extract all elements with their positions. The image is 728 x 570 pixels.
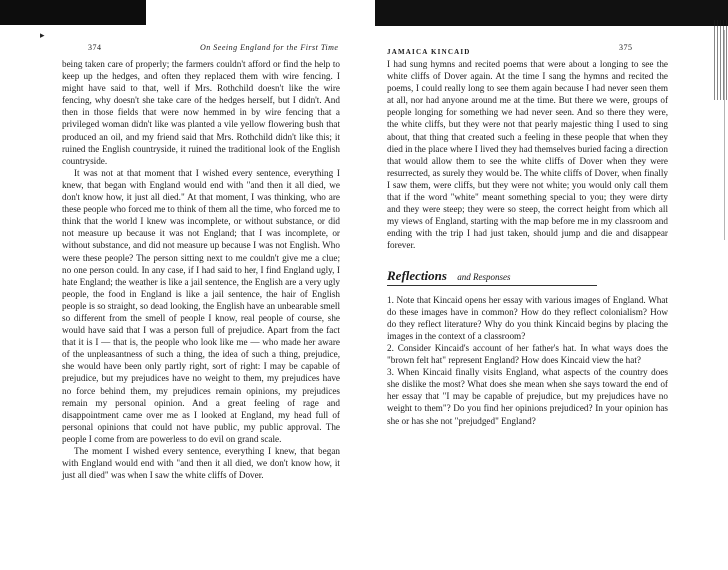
question-item: 3. When Kincaid finally visits England, what aspects of the country does she dislike the most? What does she mean when she says toward the end of her essay that "I may be capable of prejudice, but my prejudices have no weight to them"? Do you find her opinions prejudiced? In your opinion has she or has she not "prejudged" England?	[387, 367, 668, 426]
left-running-title: On Seeing England for the First Time	[200, 43, 339, 52]
left-paragraph: It was not at that moment that I wished every sentence, everything I knew, that began with England would end with "and then it all died, we don't know how, it just all died." At that moment, I was thinking, who are these people who forced me to think of them all the time, who forced me to think that the world I knew was incomplete, or without substance, or did not measure up because it was not England; that I was incomplete, or without substance, and did not measure up because I was not English. Who were these people? The person sitting next to me couldn't give me a clue; no one person could. In any case, if I had said to her, I find England ugly, I hate England; the weather is like a jail sentence, the English are a very ugly people, the food in England is like a jail sentence, the hair of English people is so straight, so dead looking, the English have an unbearable smell so different from the smell of people I know, real people of course, she would have said that I was a person full of prejudice. Apart from the fact that it is I — that is, the people who look like me — who made her aware of the unpleasantness of such a thing, the idea of such a thing, prejudice, she would have been only partly right, sort of right: I may be capable of prejudice, but my prejudices have no weight to them, my prejudices have no force behind them, my prejudices remain opinions, my prejudices remain my personal opinion. And a great feeling of rage and disappointment came over me as I looked at England, my head full of personal opinions that could not have public, my public approval. The people I come from are powerless to do evil on grand scale.	[62, 167, 340, 444]
left-body	[62, 58, 340, 481]
section-heading	[387, 267, 597, 286]
section-subtitle: and Responses	[457, 271, 511, 282]
right-body	[387, 58, 668, 427]
left-paragraph: being taken care of properly; the farmers couldn't afford or find the help to keep up the hedges, and often they replaced them with wire fencing. I might have said to that, well if Mrs. Rothchild doesn't like the wire fencing, why doesn't she take care of the hedges herself, but I didn't. And then in those fields that were now hemmed in by wire fencing that a privileged woman didn't like was planted a vile yellow flowering bush that produced an oil, and my friend said that Mrs. Rothchild didn't like this; it ruined the English countryside, it ruined the traditional look of the English countryside.	[62, 59, 340, 166]
scan-edge-line	[718, 30, 725, 240]
left-page-number: 374	[88, 43, 102, 52]
left-paragraph: The moment I wished every sentence, everything I knew, that began with England would end with "and then it all died, we don't know how, it just all died" was when I saw the white cliffs of Dover.	[62, 446, 340, 481]
question-item: 1. Note that Kincaid opens her essay with various images of England. What do these images have in common? How do they reflect colonialism? How do they reflect literature? Why do you think Kincaid begins by placing the images in the context of a classroom?	[387, 294, 668, 341]
scan-black-tab	[0, 0, 146, 25]
right-running-head	[387, 40, 668, 56]
question-item: 2. Consider Kincaid's account of her father's hat. In what ways does the "brown felt hat" represent England? How does Kincaid view the hat?	[387, 342, 668, 366]
left-running-head	[62, 40, 340, 56]
left-page	[62, 40, 340, 481]
right-running-title: JAMAICA KINCAID	[387, 48, 471, 56]
section-title: Reflections	[387, 267, 447, 283]
right-page	[387, 40, 668, 427]
right-page-number: 375	[619, 43, 633, 52]
right-paragraph: I had sung hymns and recited poems that were about a longing to see the white cliffs of Dover again. At the time I sang the hymns and recited the poems, I could really long to see them again because I had never seen them at all, nor had anyone around me at the time. But there we were, groups of people longing for something we had never seen. And so there they were, the white cliffs, but they were not that pearly majestic thing I used to sing about, that thing that created such a feeling in these people that when they died in the place where I lived they had themselves buried facing a direction that would allow them to see the white cliffs of Dover when they were resurrected, as surely they would be. The white cliffs of Dover, when finally I saw them, were cliffs, but they were not white; you would only call them that if the word "white" meant something special to you; they were dirty and they were steep; they were so steep, the correct height from which all my views of England, starting with the map before me in my classroom and ending with the trip I had just taken, should jump and die and disappear forever.	[387, 59, 668, 251]
scan-black-bar	[375, 0, 728, 26]
scan-mark-icon: ▸	[40, 30, 45, 40]
